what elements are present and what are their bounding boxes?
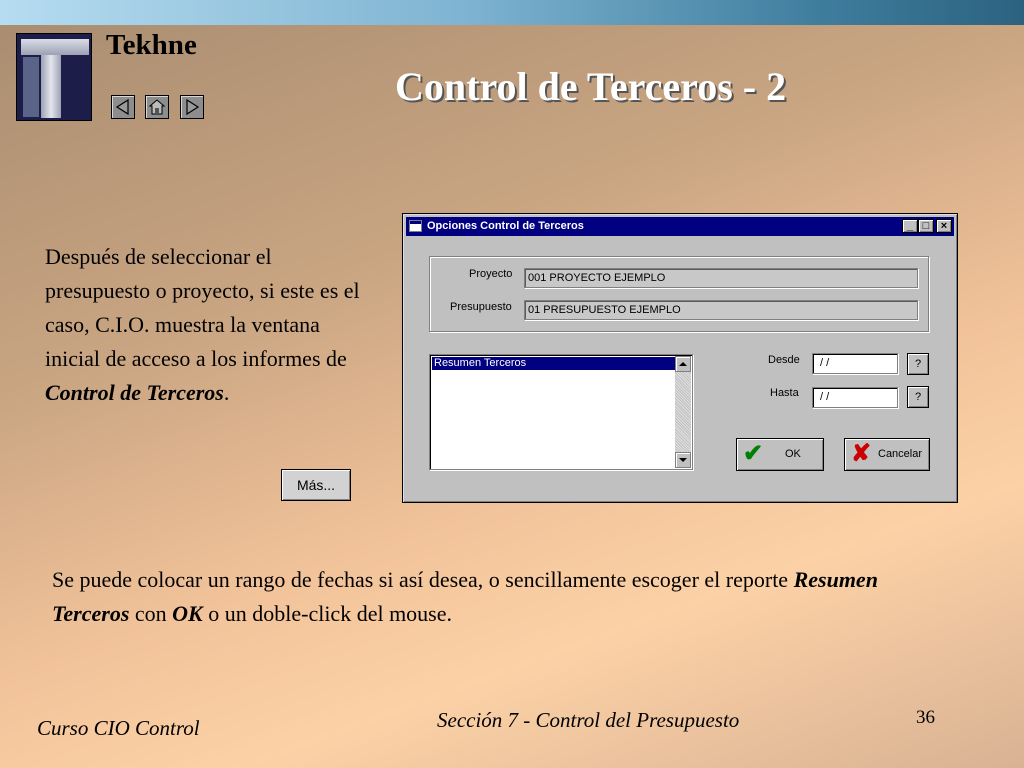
window-icon (409, 220, 422, 232)
next-arrow-icon[interactable] (180, 95, 204, 119)
scroll-up-button[interactable] (675, 356, 691, 372)
desde-label: Desde (768, 354, 800, 366)
intro-period: . (223, 380, 230, 405)
instructions-text-c: o un doble-click del mouse. (202, 601, 453, 626)
cancel-label: Cancelar (878, 448, 923, 460)
cancel-button[interactable] (844, 438, 930, 471)
footer-course: Curso CIO Control (37, 716, 200, 740)
instructions-text-a: Se puede colocar un rango de fechas si así desea, o sencillamente escoger el reporte (52, 567, 794, 592)
footer-section: Sección 7 - Control del Presupuesto (437, 708, 740, 732)
scroll-down-button[interactable] (675, 452, 691, 468)
minimize-button[interactable]: _ (902, 219, 918, 233)
dialog-title: Opciones Control de Terceros (427, 220, 584, 232)
list-scrollbar[interactable] (675, 356, 691, 468)
hasta-date-field[interactable]: / / (812, 387, 898, 408)
proyecto-label: Proyecto (469, 268, 513, 280)
ok-label: OK (785, 448, 801, 460)
presupuesto-label: Presupuesto (450, 301, 512, 313)
ok-button[interactable] (736, 438, 824, 471)
slide-title: Control de Terceros - 2 (395, 64, 787, 109)
options-dialog (402, 213, 958, 503)
hasta-label: Hasta (770, 387, 799, 399)
dialog-titlebar (406, 217, 954, 236)
instructions-text-b: con (129, 601, 173, 626)
hasta-help-button[interactable]: ? (907, 386, 929, 408)
tekhne-logo (16, 33, 92, 121)
instructions-report-name: Resumen Terceros (52, 567, 878, 626)
page-number: 36 (916, 707, 935, 728)
intro-emphasis: Control de Terceros (45, 380, 224, 405)
instructions-paragraph (52, 563, 952, 631)
cross-icon: ✘ (851, 440, 872, 467)
intro-text: Después de seleccionar el presupuesto o proyecto, si este es el caso, C.I.O. muestra la ventana inicial de acceso a los informes de (45, 244, 360, 371)
prev-arrow-icon[interactable] (111, 95, 135, 119)
brand-name: Tekhne (106, 29, 197, 61)
checkmark-icon: ✔ (743, 440, 764, 467)
proyecto-field[interactable]: 001 PROYECTO EJEMPLO (524, 268, 918, 288)
instructions-ok: OK (172, 601, 203, 626)
close-button[interactable]: × (936, 219, 952, 233)
desde-date-field[interactable]: / / (812, 353, 898, 374)
desde-help-button[interactable]: ? (907, 353, 929, 375)
presupuesto-field[interactable]: 01 PRESUPUESTO EJEMPLO (524, 300, 918, 320)
intro-paragraph (45, 240, 365, 410)
more-button[interactable]: Más... (281, 469, 351, 501)
list-item[interactable]: Resumen Terceros (432, 357, 676, 370)
top-banner (0, 0, 1024, 25)
home-icon[interactable] (145, 95, 169, 119)
report-listbox[interactable] (429, 354, 693, 470)
maximize-button[interactable]: □ (918, 219, 934, 233)
